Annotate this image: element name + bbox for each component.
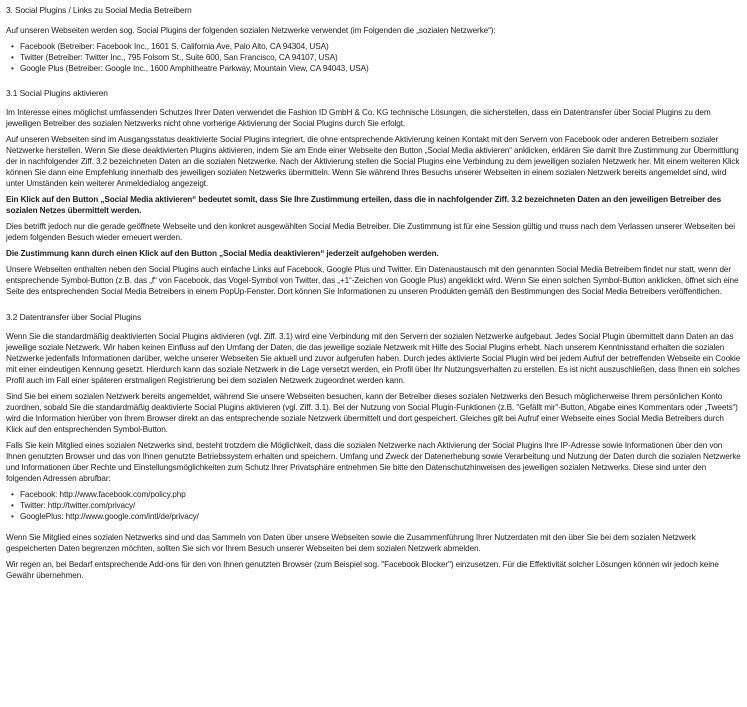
section-3-1-paragraph-6: Unsere Webseiten enthalten neben den Social Plugins auch einfache Links auf Facebook, Google Plus und Twitter. Ein Datenaustausch mit den genannten Social Media Betreibern findet nur statt, wenn der entsprechende Symbol-Button (z.B. das „f“ von Facebook, das Vogel-Symbol von Twitter, das „+1“-Zeichen von Google Plus) angeklickt wird. Wenn Sie einen solchen Symbol-Button anklicken, öffnet sich eine Seite des entsprechenden Social Media Betreibers in einem PopUp-Fenster. Dort können Sie Informationen zu unseren Produkten gemäß den Bestimmungen des Social Media Betreibers veröffentlichen. [6,265,739,296]
section-3-2-paragraph-1: Wenn Sie die standardmäßig deaktivierten Social Plugins aktivieren (vgl. Ziff. 3.1) wird eine Verbindung mit den Servern der sozialen Netzwerke aufgebaut. Jedes Social Plugin übermittelt dann Daten an das jeweilige soziale Netzwerk. Wir haben keinen Einfluss auf den Umfang der Daten, die das jeweilige soziale Netzwerk mit Hilfe des Social Plugins erhebt. Nach unserem Kenntnisstand erhalten die sozialen Netzwerke jedenfalls Informationen darüber, welche unserer Webseiten Sie aktuell und zuvor aufgerufen haben. Durch jedes aktivierte Social Plugin wird bei jedem Aufruf der betreffenden Webseite ein Cookie mit einer eindeutigen Kennung gesetzt. Hierdurch kann das soziale Netzwerk in die Lage versetzt werden, ein Profil über Ihr Nutzungsverhalten zu erstellen. Es ist nicht auszuschließen, dass Ihnen ein solches Profil auch im Fall einer späteren erstmaligen Registrierung bei dem sozialen Netzwerk zugeordnet werden kann. [6,332,741,385]
section-3-1-paragraph-4: Dies betrifft jedoch nur die gerade geöffnete Webseite und den konkret ausgewählten Social Media Betreiber. Die Zustimmung ist für eine Session gültig und muss nach dem Verlassen unserer Webseiten bei jedem folgenden Besuch wieder erneuert werden. [6,222,735,242]
section-3-1-paragraph-2: Auf unseren Webseiten sind im Ausgangsstatus deaktivierte Social Plugins integriert, die ohne entsprechende Aktivierung keinen Kontakt mit den Servern von Facebook oder anderen Betreibern sozialer Netzwerke herstellen. Wenn Sie diese deaktivierten Plugins aktivieren, indem Sie am Ende einer Webseite den Button „Social Media aktivieren“ anklicken, erklären Sie damit Ihre Zustimmung zur Übermittlung der in nachfolgender Ziff. 3.2 bezeichneten Daten an die sozialen Netzwerke. Nach der Aktivierung stellen die Social Plugins eine Verbindung zu dem jeweiligen sozialen Netzwerk her. Mit einem weiteren Klick können Sie dann eine Empfehlung innerhalb des jeweiligen sozialen Netzwerks übermitteln. Wenn Sie während Ihres Besuchs unserer Webseiten in einem sozialen Netzwerk bereits angemeldet sind, wird unter Umständen kein weiterer Anmeldedialog angezeigt. [6,135,740,188]
section-3-2-title: 3.2 Datentransfer über Social Plugins [6,312,142,322]
section-3-2-paragraph-2: Sind Sie bei einem sozialen Netzwerk bereits angemeldet, während Sie unsere Webseiten besuchen, kann der Betreiber dieses sozialen Netzwerks den Besuch möglicherweise Ihrem persönlichen Konto zuordnen, sobald Sie die standardmäßig deaktivierte Social Plugins aktivieren (vgl. Ziff. 3.1). Bei der Nutzung von Social Plugin-Funktionen (z.B. "Gefällt mir"-Button, Abgabe eines Kommentars oder „Tweets“) wird die Information hierüber von Ihrem Browser direkt an das entsprechende soziale Netzwerk übermittelt und dort gespeichert. Gleiches gilt bei Aufruf einer Webseite eines Social Media Betreibers durch Klick auf den entsprechenden Symbol-Button. [6,392,738,434]
section-3-1-title: 3.1 Social Plugins aktivieren [6,88,108,98]
section-3-intro: Auf unseren Webseiten werden sog. Social Plugins der folgenden sozialen Netzwerke verwendet (im Folgenden die „sozialen Netzwerke“): [6,26,496,35]
list-item-google-plus: • Google Plus (Betreiber: Google Inc., 1600 Amphitheatre Parkway, Mountain View, CA 94043, USA) [20,63,742,74]
list-item-twitter: • Twitter (Betreiber: Twitter Inc., 795 Folsom St., Suite 600, San Francisco, CA 94107, USA) [20,52,742,63]
section-3-1-paragraph-3: Ein Klick auf den Button „Social Media aktivieren“ bedeutet somit, dass Sie Ihre Zustimmung erteilen, dass die in nachfolgender Ziff. 3.2 bezeichneten Daten an den jeweiligen Betreiber des sozialen Netzes übermittelt werden. [6,195,722,215]
section-3-1-paragraph-1: Im Interesse eines möglichst umfassenden Schutzes Ihrer Daten verwendet die Fashion ID GmbH & Co. KG technische Lösungen, die sicherstellen, dass ein Datentransfer über Social Plugins zu dem jeweiligen Betreiber des sozialen Netzwerks nicht ohne vorherige Aktivierung der Social Plugins durch Sie erfolgt. [6,108,711,128]
privacy-links-list [6,489,742,522]
social-network-list [6,41,742,74]
list-item-twitter-link: • Twitter: http://twitter.com/privacy/ [20,500,742,511]
list-item-facebook-link: • Facebook: http://www.facebook.com/policy.php [20,489,742,500]
section-3-2-paragraph-4: Wenn Sie Mitglied eines sozialen Netzwerks sind und das Sammeln von Daten über unsere Webseiten sowie die Zusammenführung Ihrer Nutzerdaten mit den über Sie bei dem sozialen Netzwerk gespeicherten Daten begrenzen möchten, sollten Sie sich vor Ihrem Besuch unserer Webseiten bei dem sozialen Netzwerk abmelden. [6,533,696,553]
list-item-googleplus-link: • GooglePlus: http://www.google.com/intl/de/privacy/ [20,511,742,522]
section-3-2-paragraph-5: Wir regen an, bei Bedarf entsprechende Add-ons für den von Ihnen genutzten Browser (zum Beispiel sog. "Facebook Blocker") einzusetzen. Für die Effektivität solcher Lösungen können wir jedoch keine Gewähr übernehmen. [6,560,719,580]
list-item-facebook: • Facebook (Betreiber: Facebook Inc., 1601 S. California Ave, Palo Alto, CA 94304, USA) [20,41,742,52]
section-3-title: 3. Social Plugins / Links zu Social Media Betreibern [6,5,192,15]
privacy-document [6,5,742,586]
section-3-2-paragraph-3: Falls Sie kein Mitglied eines sozialen Netzwerks sind, besteht trotzdem die Möglichkeit, dass die sozialen Netzwerke nach Aktivierung der Social Plugins Ihre IP-Adresse sowie Informationen über den von Ihnen genutzten Browser und das von Ihnen genutzte Betriebssystem erhalten und speichern. Umfang und Zweck der Datenerhebung sowie Verarbeitung und Nutzung der Daten durch die sozialen Netzwerke und Informationen über Rechte und Einstellungsmöglichkeiten zum Schutz Ihrer Privatsphäre entnehmen Sie bitte den Datenschutzhinweisen des jeweiligen sozialen Netzwerks. Diese sind unter den folgenden Adressen abrufbar: [6,441,741,483]
section-3-1-paragraph-5: Die Zustimmung kann durch einen Klick auf den Button „Social Media deaktivieren“ jederzeit aufgehoben werden. [6,249,439,258]
